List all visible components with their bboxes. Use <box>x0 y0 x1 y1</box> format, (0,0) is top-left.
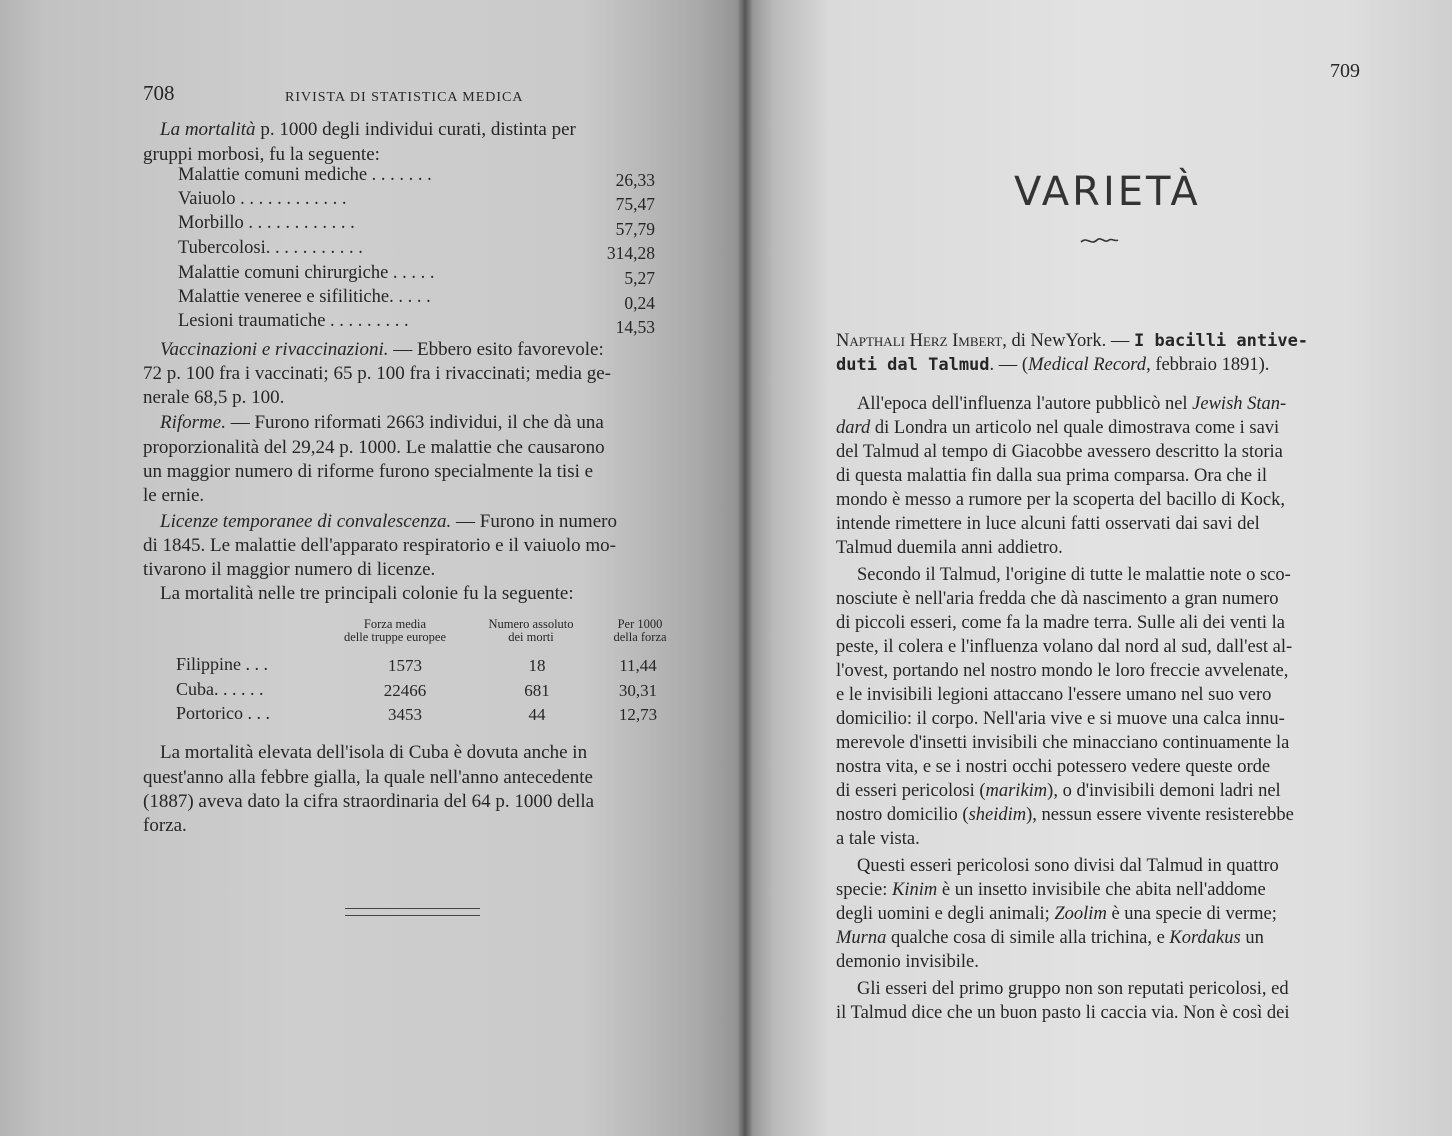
text-span: . — ( <box>989 355 1029 375</box>
header-line: Per 1000 <box>617 617 663 631</box>
text-span: di Londra un articolo nel quale dimostrava come i savi <box>870 418 1280 438</box>
table-header <box>476 618 586 644</box>
text-span: qualche cosa di simile alla trichina, e <box>886 928 1170 948</box>
text-line <box>836 877 1266 903</box>
text-line <box>160 410 604 436</box>
text-span: All'epoca dell'influenza l'autore pubblicò nel <box>857 394 1193 414</box>
text-span: — Ebbero esito favorevole: <box>388 339 604 360</box>
list-item-value: 14,53 <box>615 317 655 337</box>
text-line: il Talmud dice che un buon pasto li caccia via. Non è così dei <box>836 1003 1290 1023</box>
text-line: gruppi morbosi, fu la seguente: <box>143 144 380 165</box>
list-item-label: Lesioni traumatiche . . . . . . . . . <box>178 311 409 331</box>
text-line: peste, il colera e l'influenza volano dal nord al sud, dall'est al- <box>836 637 1293 657</box>
running-head: RIVISTA DI STATISTICA MEDICA <box>285 90 524 105</box>
header-line: Forza media <box>363 617 427 631</box>
text-span: specie: <box>836 880 892 900</box>
text-span: , di NewYork. — <box>1002 331 1135 351</box>
table-cell: 1573 <box>388 656 422 675</box>
italic-phrase: dard <box>836 418 871 438</box>
text-span: nostro domicilio ( <box>836 805 969 825</box>
text-span: — Furono in numero <box>451 511 617 532</box>
article-author: Napthali Herz Imbert <box>836 331 1003 351</box>
article-header-line <box>836 328 1308 354</box>
text-span: , febbraio 1891). <box>1146 355 1270 375</box>
italic-phrase: Licenze temporanee di convalescenza. <box>160 511 452 532</box>
text-span: ), o d'invisibili demoni ladri nel <box>1047 781 1281 801</box>
table-row-label: Portorico . . . <box>176 703 270 723</box>
header-line: delle truppe europee <box>343 630 447 644</box>
text-line: merevole d'insetti invisibili che minacciano continuamente la <box>836 733 1290 753</box>
italic-phrase: Riforme. <box>160 412 226 433</box>
list-item-value: 26,33 <box>615 170 655 190</box>
text-line: l'ovest, portando nel nostro mondo le loro freccie avvelenate, <box>836 661 1289 681</box>
page-number: 709 <box>1330 60 1360 82</box>
text-line <box>836 901 1277 927</box>
text-line <box>836 802 1294 828</box>
text-span: di esseri pericolosi ( <box>836 781 986 801</box>
end-rule-divider <box>345 908 480 916</box>
text-line: demonio invisibile. <box>836 952 979 972</box>
table-header <box>600 618 680 644</box>
book-gutter <box>737 0 753 1136</box>
text-line <box>836 415 1279 441</box>
text-line: a tale vista. <box>836 829 920 849</box>
table-header <box>325 618 465 644</box>
ornament-icon <box>1079 230 1119 250</box>
list-item-value: 0,24 <box>624 293 655 313</box>
table-cell: 681 <box>524 681 550 700</box>
section-title: VARIETÀ <box>1014 169 1201 215</box>
table-cell: 18 <box>528 656 546 675</box>
text-line <box>857 391 1286 417</box>
table-cell: 44 <box>528 705 546 724</box>
text-line: del Talmud al tempo di Giacobbe avessero descritto la storia <box>836 442 1283 462</box>
list-item-value: 5,27 <box>624 268 655 288</box>
italic-phrase: Kordakus <box>1169 928 1241 948</box>
list-item-label: Malattie veneree e sifilitiche. . . . . <box>178 287 431 307</box>
table-cell: 30,31 <box>618 681 658 700</box>
header-line: della forza <box>613 630 667 644</box>
text-line: un maggior numero di riforme furono specialmente la tisi e <box>143 461 594 482</box>
text-span: — Furono riformati 2663 individui, il che dà una <box>225 412 604 433</box>
article-header-line <box>836 352 1269 378</box>
article-title: I bacilli antive- <box>1134 331 1309 351</box>
italic-phrase: La mortalità <box>160 119 256 140</box>
text-span: è una specie di verme; <box>1106 904 1277 924</box>
text-line: La mortalità nelle tre principali colonie fu la seguente: <box>160 583 574 604</box>
text-span: un <box>1240 928 1264 948</box>
text-line: Talmud duemila anni addietro. <box>836 538 1063 558</box>
list-item-label: Tubercolosi. . . . . . . . . . . <box>178 238 363 258</box>
list-item-label: Vaiuolo . . . . . . . . . . . . <box>178 189 347 209</box>
text-line <box>160 117 576 143</box>
article-title: duti dal Talmud <box>836 355 990 375</box>
list-item-label: Morbillo . . . . . . . . . . . . <box>178 213 355 233</box>
italic-phrase: Murna <box>836 928 887 948</box>
italic-phrase: sheidim <box>968 805 1027 825</box>
text-line: La mortalità elevata dell'isola di Cuba è dovuta anche in <box>160 742 588 763</box>
page-number: 708 <box>143 81 175 105</box>
text-line: Gli esseri del primo gruppo non son reputati pericolosi, ed <box>857 979 1289 999</box>
text-line: di piccoli esseri, come fa la madre terra. Sulle ali dei venti la <box>836 613 1285 633</box>
text-line: di 1845. Le malattie dell'apparato respiratorio e il vaiuolo mo- <box>143 535 616 556</box>
italic-phrase: Medical Record <box>1028 355 1147 375</box>
text-line: forza. <box>143 815 187 836</box>
text-line: mondo è messo a rumore per la scoperta del bacillo di Kock, <box>836 490 1285 510</box>
table-cell: 22466 <box>383 681 427 700</box>
list-item-label: Malattie comuni mediche . . . . . . . <box>178 165 432 185</box>
text-line <box>160 337 604 363</box>
text-line: proporzionalità del 29,24 p. 1000. Le malattie che causarono <box>143 437 605 458</box>
list-item-value: 75,47 <box>615 194 655 214</box>
header-line: dei morti <box>508 630 554 644</box>
list-item-value: 314,28 <box>606 243 655 263</box>
text-line: intende rimettere in luce alcuni fatti osservati dai savi del <box>836 514 1260 534</box>
table-cell: 12,73 <box>618 705 658 724</box>
text-line <box>836 925 1264 951</box>
italic-phrase: Zoolim <box>1054 904 1107 924</box>
text-line: Questi esseri pericolosi sono divisi dal Talmud in quattro <box>857 856 1279 876</box>
table-cell: 3453 <box>388 705 422 724</box>
text-span: degli uomini e degli animali; <box>836 904 1055 924</box>
text-line: quest'anno alla febbre gialla, la quale nell'anno antecedente <box>143 767 593 788</box>
text-line: nerale 68,5 p. 100. <box>143 387 285 408</box>
text-span: è un insetto invisibile che abita nell'addome <box>937 880 1266 900</box>
text-line: di questa malattia fin dalla sua prima comparsa. Ora che il <box>836 466 1267 486</box>
table-row-label: Filippine . . . <box>176 654 269 674</box>
text-line: e le invisibili legioni attaccano l'essere umano nel suo vero <box>836 685 1272 705</box>
italic-phrase: Vaccinazioni e rivaccinazioni. <box>160 339 389 360</box>
italic-phrase: Jewish Stan- <box>1192 394 1287 414</box>
text-line: 72 p. 100 fra i vaccinati; 65 p. 100 fra i rivaccinati; media ge- <box>143 363 611 384</box>
text-line <box>836 778 1281 804</box>
table-cell: 11,44 <box>619 656 657 675</box>
text-line <box>160 509 617 535</box>
italic-phrase: Kinim <box>892 880 938 900</box>
text-line: nosciute è nell'aria fredda che dà nascimento a gran numero <box>836 589 1279 609</box>
text-line: tivarono il maggior numero di licenze. <box>143 559 436 580</box>
text-line: (1887) aveva dato la cifra straordinaria del 64 p. 1000 della <box>143 791 595 812</box>
header-line: Numero assoluto <box>488 617 574 631</box>
text-span: ), nessun essere vivente resisterebbe <box>1026 805 1294 825</box>
text-span: p. 1000 degli individui curati, distinta per <box>255 119 576 140</box>
list-item-value: 57,79 <box>615 219 655 239</box>
italic-phrase: marikim <box>985 781 1048 801</box>
text-line: domicilio: il corpo. Nell'aria vive e si muove una calca innu- <box>836 709 1285 729</box>
list-item-label: Malattie comuni chirurgiche . . . . . <box>178 263 435 283</box>
text-line: le ernie. <box>143 485 205 506</box>
table-row-label: Cuba. . . . . . <box>176 679 264 699</box>
text-line: nostra vita, e se i nostri occhi potessero vedere queste orde <box>836 757 1271 777</box>
text-line: Secondo il Talmud, l'origine di tutte le malattie note o sco- <box>857 565 1291 585</box>
